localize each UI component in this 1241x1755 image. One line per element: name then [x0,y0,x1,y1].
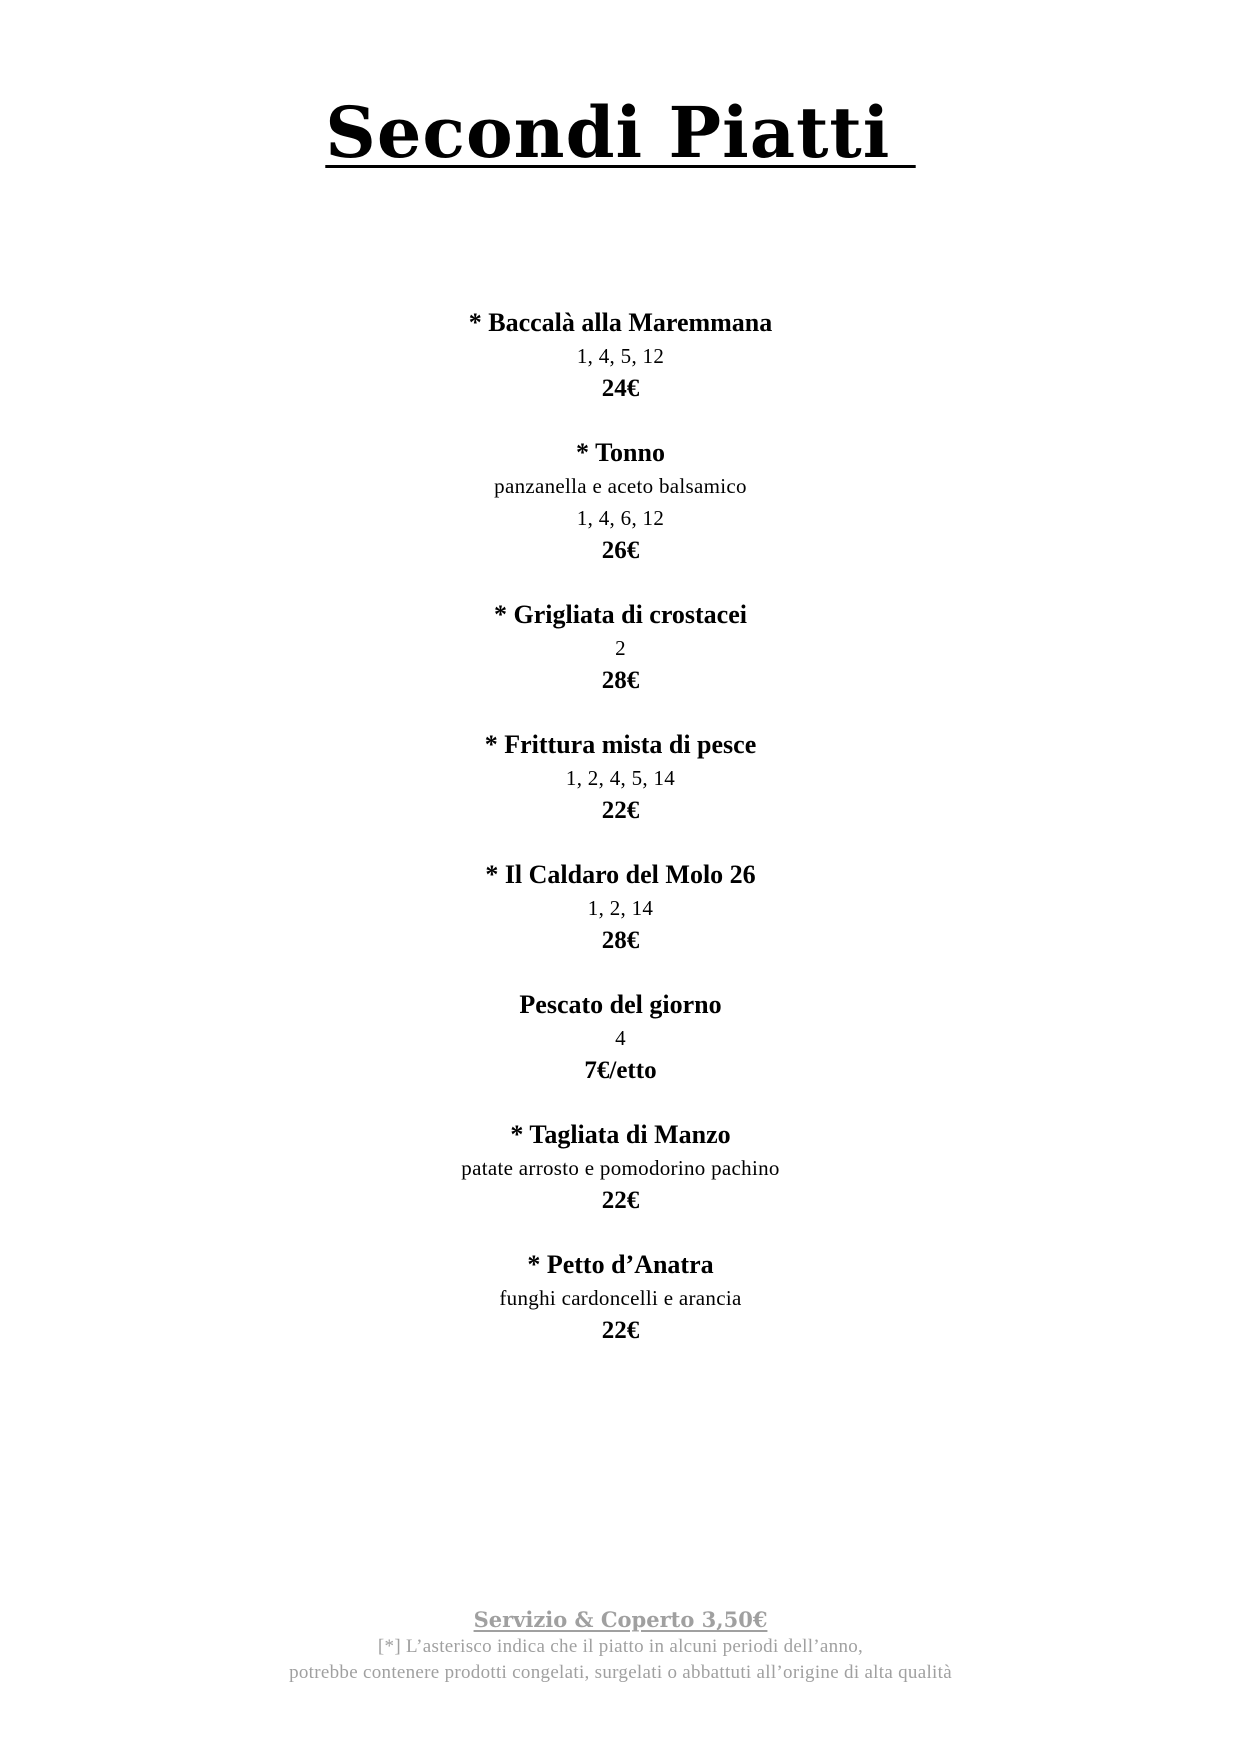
page-title-text: Secondi Piatti [325,91,916,174]
dish-name: * Tagliata di Manzo [510,1120,731,1149]
service-charge: Servizio & Coperto 3,50€ [473,1607,768,1632]
dish-price: 24€ [601,375,640,402]
dish-allergens: 1, 4, 6, 12 [576,506,665,530]
dish-price: 22€ [601,1187,640,1214]
dish-price: 28€ [601,927,640,954]
dish-price: 28€ [601,667,640,694]
dish-item [0,728,1241,828]
asterisk-note-line-2: potrebbe contenere prodotti congelati, surgelati o abbattuti all’origine di alta qualità [289,1662,952,1683]
dish-name: * Petto d’Anatra [527,1250,714,1279]
dish-item [0,988,1241,1088]
dish-item [0,598,1241,698]
dish-name: Pescato del giorno [519,990,722,1019]
asterisk-note-line-1: [*] L’asterisco indica che il piatto in alcuni periodi dell’anno, [377,1636,864,1657]
dish-item [0,1118,1241,1218]
dish-price: 22€ [601,1317,640,1344]
dish-name: * Grigliata di crostacei [494,600,747,629]
dish-price: 26€ [601,537,640,564]
dish-allergens: 1, 2, 14 [587,896,654,920]
dish-allergens: 1, 4, 5, 12 [576,344,665,368]
dish-allergens: 1, 2, 4, 5, 14 [565,766,676,790]
dish-name: * Il Caldaro del Molo 26 [485,860,756,889]
dish-item [0,858,1241,958]
menu-list [0,306,1241,1378]
dish-price: 7€/etto [584,1057,657,1084]
page-title [0,91,1241,174]
footer [0,1606,1241,1686]
dish-description: panzanella e aceto balsamico [494,474,747,498]
dish-name: * Baccalà alla Maremmana [468,308,773,337]
dish-item [0,436,1241,568]
dish-description: patate arrosto e pomodorino pachino [461,1156,780,1180]
dish-name: * Frittura mista di pesce [484,730,757,759]
dish-description: funghi cardoncelli e arancia [499,1286,742,1310]
dish-price: 22€ [601,797,640,824]
dish-allergens: 2 [615,636,626,660]
dish-item [0,1248,1241,1348]
dish-allergens: 4 [615,1026,626,1050]
dish-item [0,306,1241,406]
dish-name: * Tonno [576,438,665,467]
